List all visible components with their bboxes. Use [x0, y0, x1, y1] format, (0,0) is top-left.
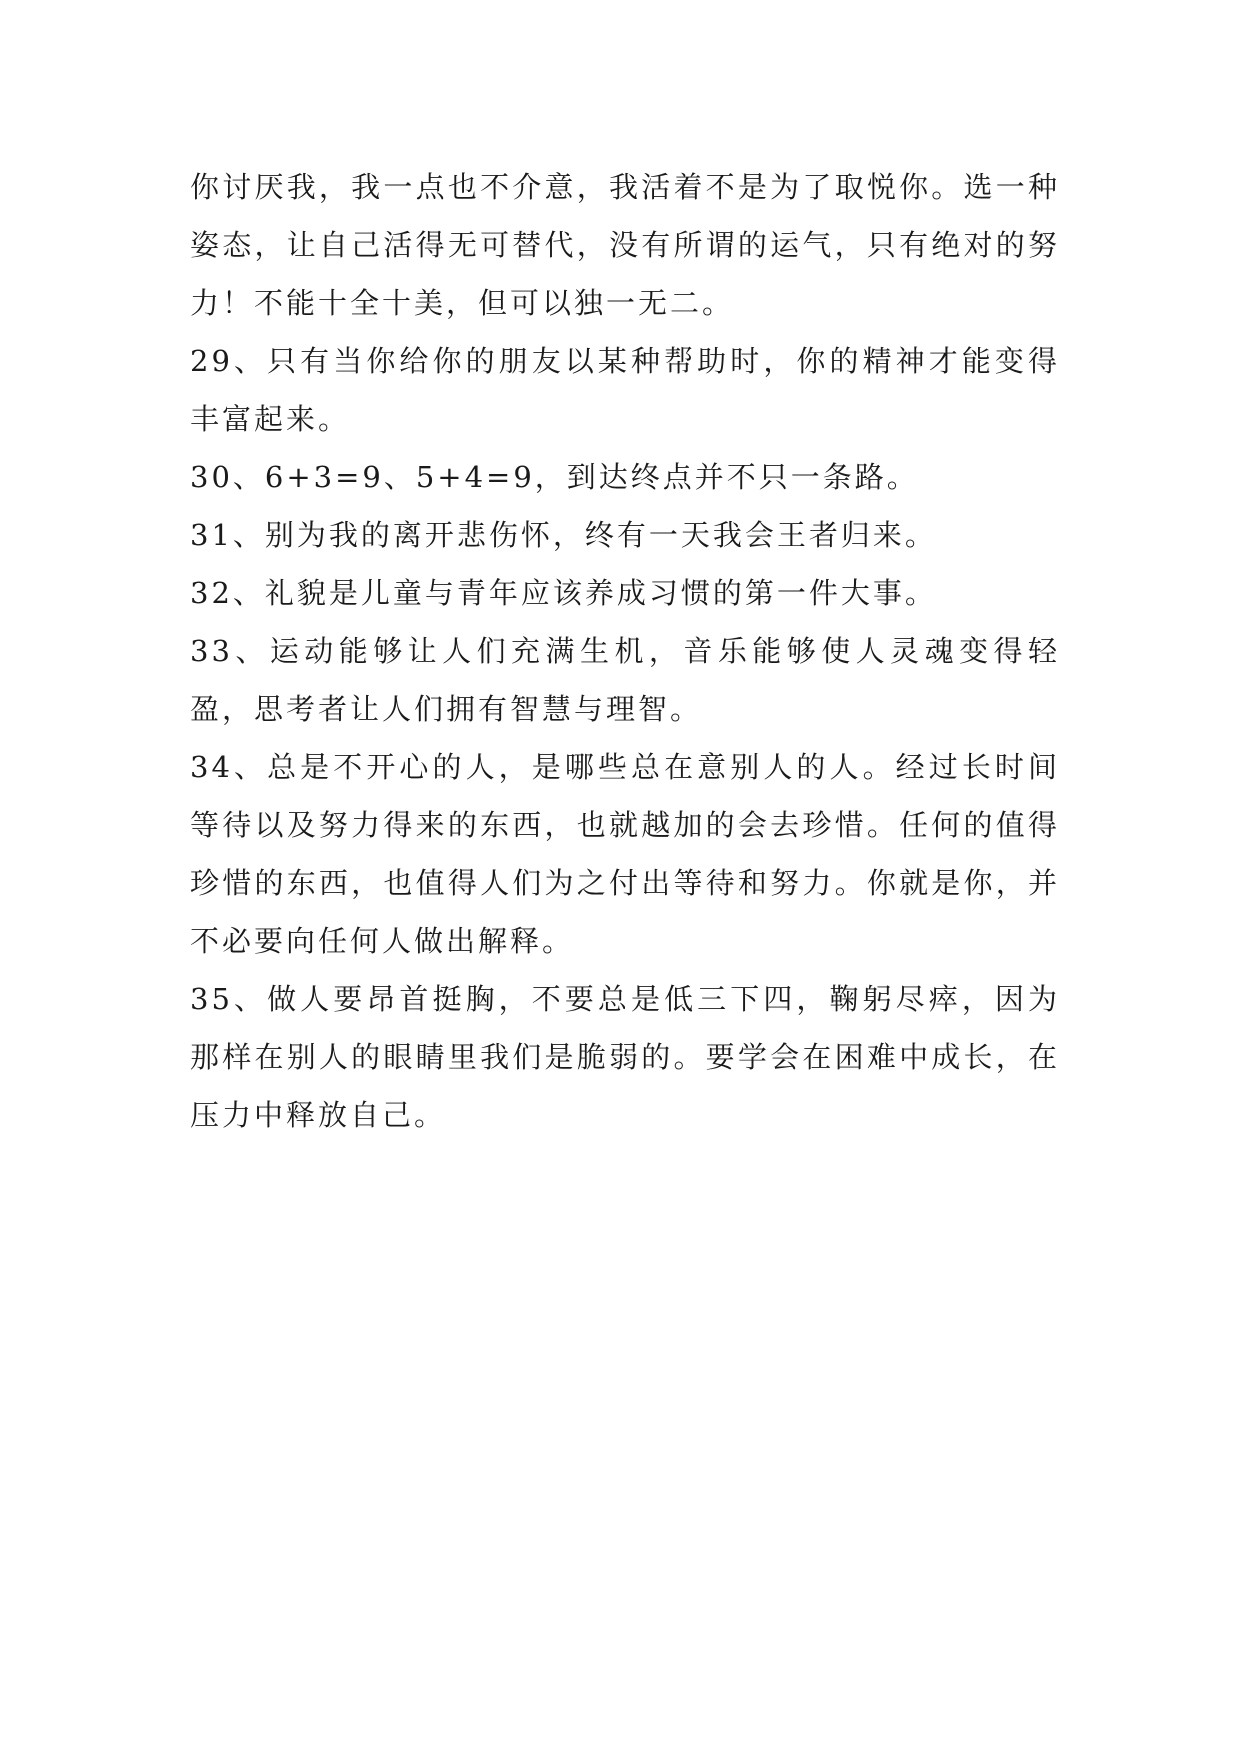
paragraph-intro: 你讨厌我，我一点也不介意，我活着不是为了取悦你。选一种姿态，让自己活得无可替代，没有所谓的运气，只有绝对的努力！不能十全十美，但可以独一无二。 [190, 170, 1060, 320]
paragraph-32: 32、礼貌是儿童与青年应该养成习惯的第一件大事。 [190, 576, 937, 610]
paragraph-33: 33、运动能够让人们充满生机，音乐能够使人灵魂变得轻盈，思考者让人们拥有智慧与理智。 [190, 634, 1060, 726]
paragraph-29: 29、只有当你给你的朋友以某种帮助时，你的精神才能变得丰富起来。 [190, 344, 1060, 436]
document-body [190, 158, 1060, 1144]
paragraph-30: 30、6+3=9、5+4=9，到达终点并不只一条路。 [190, 460, 919, 494]
paragraph-34: 34、总是不开心的人，是哪些总在意别人的人。经过长时间等待以及努力得来的东西，也就越加的会去珍惜。任何的值得珍惜的东西，也值得人们为之付出等待和努力。你就是你，并不必要向任何人做出解释。 [190, 750, 1060, 958]
paragraph-35: 35、做人要昂首挺胸，不要总是低三下四，鞠躬尽瘁，因为那样在别人的眼睛里我们是脆弱的。要学会在困难中成长，在压力中释放自己。 [190, 982, 1060, 1132]
paragraph-31: 31、别为我的离开悲伤怀，终有一天我会王者归来。 [190, 518, 937, 552]
